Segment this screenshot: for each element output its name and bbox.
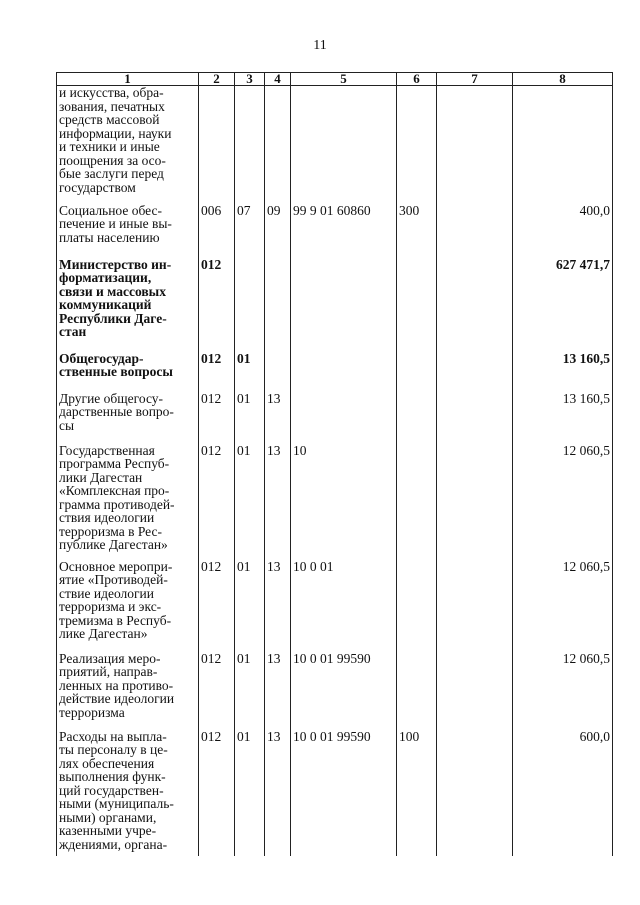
expense-type-cell [397, 352, 437, 392]
target-article-cell: 10 0 01 99590 [291, 730, 397, 856]
ministry-code-cell: 012 [199, 560, 235, 652]
table-row [57, 352, 613, 392]
section-code-cell: 01 [235, 352, 265, 392]
column-header-8: 8 [513, 73, 613, 86]
column-header-5: 5 [291, 73, 397, 86]
row-name: Основное меропри- ятие «Противодей- ствие идеологии терроризма и экс- тремизма в Респуб- лике Дагестан» [59, 559, 173, 641]
section-code-cell: 01 [235, 392, 265, 444]
table-row [57, 204, 613, 258]
target-article-cell [291, 86, 397, 204]
row-name-cell [57, 730, 199, 856]
section-code-cell [235, 86, 265, 204]
row-name: Министерство ин- форматизации, связи и массовых коммуникаций Республики Даге- стан [59, 257, 172, 339]
ministry-code-cell: 012 [199, 444, 235, 560]
column-header-3: 3 [235, 73, 265, 86]
column-7-cell [437, 86, 513, 204]
subsection-code-cell: 13 [265, 560, 291, 652]
row-name: и искусства, обра- зования, печатных средств массовой информации, науки и техники и иные поощрения за осо- бые заслуги перед государством [59, 85, 172, 195]
section-code-cell: 01 [235, 444, 265, 560]
subsection-code-cell [265, 258, 291, 352]
column-7-cell [437, 652, 513, 730]
column-7-cell [437, 392, 513, 444]
column-7-cell [437, 560, 513, 652]
expense-type-cell [397, 392, 437, 444]
column-header-7: 7 [437, 73, 513, 86]
column-7-cell [437, 352, 513, 392]
expense-type-cell: 300 [397, 204, 437, 258]
target-article-cell: 99 9 01 60860 [291, 204, 397, 258]
row-name: Социальное обес- печение и иные вы- платы населению [59, 203, 172, 245]
subsection-code-cell: 09 [265, 204, 291, 258]
table-row [57, 86, 613, 204]
row-name: Общегосудар- ственные вопросы [59, 351, 173, 379]
subsection-code-cell: 13 [265, 392, 291, 444]
amount-cell: 13 160,5 [513, 392, 613, 444]
target-article-cell [291, 352, 397, 392]
column-header-4: 4 [265, 73, 291, 86]
row-name-cell [57, 652, 199, 730]
amount-cell: 13 160,5 [513, 352, 613, 392]
table-row [57, 258, 613, 352]
amount-cell: 12 060,5 [513, 444, 613, 560]
row-name-cell [57, 204, 199, 258]
expense-type-cell [397, 652, 437, 730]
column-7-cell [437, 258, 513, 352]
row-name: Реализация меро- приятий, направ- ленных на противо- действие идеологии терроризма [59, 651, 175, 720]
amount-cell: 12 060,5 [513, 560, 613, 652]
ministry-code-cell: 012 [199, 352, 235, 392]
table-row [57, 730, 613, 856]
amount-cell [513, 86, 613, 204]
ministry-code-cell [199, 86, 235, 204]
ministry-code-cell: 012 [199, 392, 235, 444]
row-name-cell [57, 560, 199, 652]
amount-cell: 600,0 [513, 730, 613, 856]
target-article-cell: 10 0 01 [291, 560, 397, 652]
target-article-cell: 10 [291, 444, 397, 560]
section-code-cell: 07 [235, 204, 265, 258]
table-row [57, 444, 613, 560]
expense-type-cell [397, 560, 437, 652]
section-code-cell: 01 [235, 730, 265, 856]
table-row [57, 392, 613, 444]
section-code-cell [235, 258, 265, 352]
table-header-row [57, 73, 613, 86]
target-article-cell [291, 258, 397, 352]
row-name: Государственная программа Респуб- лики Дагестан «Комплексная про- грамма противодей- ствия идеологии терроризма в Рес- публике Дагестан» [59, 443, 175, 552]
row-name-cell [57, 392, 199, 444]
section-code-cell: 01 [235, 560, 265, 652]
amount-cell: 12 060,5 [513, 652, 613, 730]
expense-type-cell [397, 86, 437, 204]
subsection-code-cell [265, 352, 291, 392]
column-7-cell [437, 204, 513, 258]
row-name-cell [57, 258, 199, 352]
column-header-2: 2 [199, 73, 235, 86]
ministry-code-cell: 012 [199, 730, 235, 856]
table-row [57, 652, 613, 730]
budget-table [56, 72, 613, 856]
column-7-cell [437, 444, 513, 560]
amount-cell: 400,0 [513, 204, 613, 258]
expense-type-cell [397, 258, 437, 352]
column-7-cell [437, 730, 513, 856]
ministry-code-cell: 012 [199, 258, 235, 352]
table-row [57, 560, 613, 652]
section-code-cell: 01 [235, 652, 265, 730]
column-header-1: 1 [57, 73, 199, 86]
row-name-cell [57, 444, 199, 560]
subsection-code-cell: 13 [265, 730, 291, 856]
subsection-code-cell: 13 [265, 444, 291, 560]
row-name-cell [57, 86, 199, 204]
target-article-cell: 10 0 01 99590 [291, 652, 397, 730]
target-article-cell [291, 392, 397, 444]
column-header-6: 6 [397, 73, 437, 86]
page-number: 11 [313, 38, 327, 53]
amount-cell: 627 471,7 [513, 258, 613, 352]
row-name-cell [57, 352, 199, 392]
subsection-code-cell: 13 [265, 652, 291, 730]
ministry-code-cell: 006 [199, 204, 235, 258]
ministry-code-cell: 012 [199, 652, 235, 730]
row-name: Другие общегосу- дарственные вопро- сы [59, 391, 174, 433]
expense-type-cell: 100 [397, 730, 437, 856]
row-name: Расходы на выпла- ты персоналу в це- лях обеспечения выполнения функ- ций государствен- ными (муниципаль- ными) органами, казенными учре- ждениями, органа- [59, 729, 174, 852]
expense-type-cell [397, 444, 437, 560]
subsection-code-cell [265, 86, 291, 204]
